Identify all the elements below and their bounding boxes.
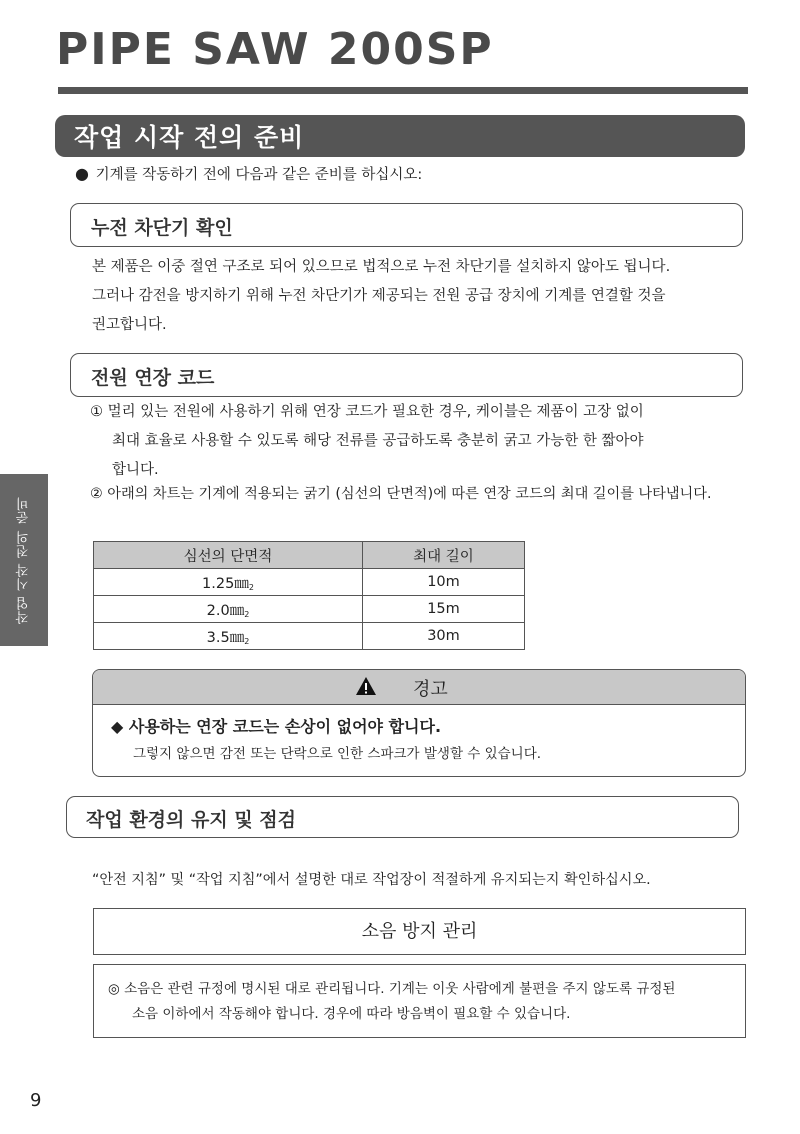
warning-header [93,670,745,705]
diamond-bullet-icon: ◆ [111,717,124,736]
table-cell-area: $2.0㎜_2$ [94,596,363,623]
item1-line: 멀리 있는 전원에 사용하기 위해 연장 코드가 필요한 경우, 케이블은 제품이 고장 없이 [107,404,644,420]
environment-paragraph: “안전 지침” 및 “작업 지침”에서 설명한 대로 작업장이 적절하게 유지되는지 확인하십시오. [92,872,651,888]
table-header-row [94,542,525,569]
warning-sub-text: 그렇지 않으면 감전 또는 단락으로 인한 스파크가 발생할 수 있습니다. [133,746,542,762]
noise-body-box [93,964,746,1038]
leakage-line: 권고합니다. [92,317,167,333]
side-tab-label: 작업 시작 전의 준비 [16,496,32,624]
table-row [94,569,525,596]
table-cell-length: 10m [363,569,525,596]
leakage-paragraph [92,253,670,340]
page-number: 9 [30,1090,42,1111]
table-row [94,596,525,623]
extension-heading: 전원 연장 코드 [91,367,215,389]
table-cell-area: $1.25㎜_2$ [94,569,363,596]
table-header-area: 심선의 단면적 [94,542,363,569]
extension-item-1 [90,398,644,485]
item1-line: 합니다. [112,462,159,478]
intro-line [75,163,422,184]
leakage-heading: 누전 차단기 확인 [91,217,233,239]
leakage-line: 본 제품은 이중 절연 구조로 되어 있으므로 법적으로 누전 차단기를 설치하지 않아도 됩니다. [92,259,671,275]
table-cell-length: 15m [363,596,525,623]
cord-length-table [93,541,525,650]
noise-title: 소음 방지 관리 [361,921,478,942]
item-marker: ② [90,486,103,502]
table-cell-length: 30m [363,623,525,650]
item1-line: 최대 효율로 사용할 수 있도록 해당 전류를 공급하도록 충분히 굵고 가능한 한 짧아야 [112,433,644,449]
leakage-line: 그러나 감전을 방지하기 위해 누전 차단기가 제공되는 전원 공급 장치에 기계를 연결할 것을 [92,288,666,304]
table-row [94,623,525,650]
noise-title-box [93,908,746,955]
warning-box [92,669,746,777]
title-rule [58,87,748,94]
side-chapter-tab [0,474,48,646]
table-cell-area: $3.5㎜_2$ [94,623,363,650]
noise-body: ◎ 소음은 관련 규정에 명시된 대로 관리됩니다. 기계는 이웃 사람에게 불편을 주지 않도록 규정된 소음 이하에서 작동해야 합니다. 경우에 따라 방음벽이 필요할 수 있습니다. [108,981,676,1022]
section-title: 작업 시작 전의 준비 [74,123,305,152]
item-marker: ① [90,404,103,420]
intro-text: 기계를 작동하기 전에 다음과 같은 준비를 하십시오: [95,167,423,183]
double-circle-icon: ◎ [108,981,120,997]
document-title: PIPE SAW 200SP [56,24,494,75]
intro-bullet: ● [75,164,89,183]
warning-main-text: ◆ 사용하는 연장 코드는 손상이 없어야 합니다. [111,717,442,736]
environment-heading: 작업 환경의 유지 및 점검 [86,809,296,831]
item2-text: 아래의 차트는 기계에 적용되는 굵기 (심선의 단면적)에 따른 연장 코드의 최대 길이를 나타냅니다. [107,486,712,502]
warning-triangle-icon [355,676,377,696]
table-header-length: 최대 길이 [363,542,525,569]
extension-item-2 [90,480,711,509]
warning-label: 경고 [413,679,448,700]
